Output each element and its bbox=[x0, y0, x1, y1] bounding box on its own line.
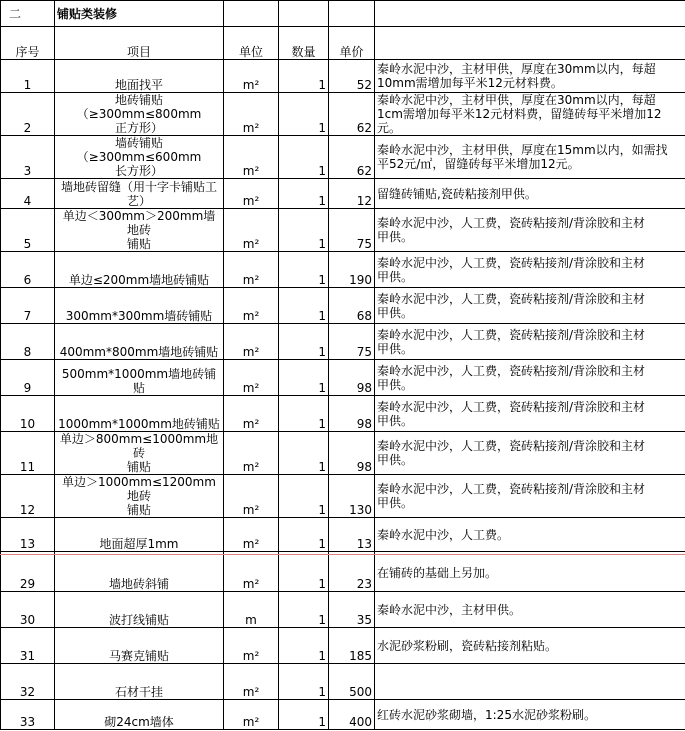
row-index[interactable]: 31 bbox=[1, 628, 55, 664]
row-unit-price[interactable]: 13 bbox=[329, 518, 375, 552]
row-unit[interactable]: m² bbox=[224, 396, 279, 432]
row-item-name[interactable]: 单边＞800mm≤1000mm地砖 铺贴 bbox=[55, 432, 224, 475]
row-unit-price[interactable]: 12 bbox=[329, 179, 375, 209]
row-item-name[interactable]: 地面超厚1mm bbox=[55, 518, 224, 552]
row-index[interactable]: 10 bbox=[1, 396, 55, 432]
row-quantity[interactable]: 1 bbox=[279, 288, 329, 324]
row-unit[interactable]: m² bbox=[224, 136, 279, 179]
row-unit[interactable]: m² bbox=[224, 518, 279, 552]
row-note[interactable]: 秦岭水泥中沙，主材甲供，厚度在30mm以内，每超 1cm需增加每平米12元材料费，留缝砖每平米增加12 元。 bbox=[375, 93, 685, 136]
row-unit-price[interactable]: 98 bbox=[329, 396, 375, 432]
row-index[interactable]: 33 bbox=[1, 700, 55, 730]
row-unit[interactable]: m² bbox=[224, 324, 279, 360]
row-unit-price[interactable]: 185 bbox=[329, 628, 375, 664]
row-quantity[interactable]: 1 bbox=[279, 396, 329, 432]
row-note[interactable]: 水泥砂浆粉刷，瓷砖粘接剂粘贴。 bbox=[375, 628, 685, 664]
row-unit-price[interactable]: 75 bbox=[329, 324, 375, 360]
row-unit-price[interactable]: 75 bbox=[329, 209, 375, 252]
row-unit-price[interactable]: 52 bbox=[329, 60, 375, 93]
row-item-name[interactable]: 石材干挂 bbox=[55, 664, 224, 700]
row-index[interactable]: 30 bbox=[1, 592, 55, 628]
row-index[interactable]: 3 bbox=[1, 136, 55, 179]
row-unit[interactable]: m² bbox=[224, 93, 279, 136]
row-quantity[interactable]: 1 bbox=[279, 628, 329, 664]
row-quantity[interactable]: 1 bbox=[279, 700, 329, 730]
table-row bbox=[1, 396, 685, 432]
row-unit-price[interactable]: 400 bbox=[329, 700, 375, 730]
section-row bbox=[1, 1, 685, 27]
row-note[interactable] bbox=[375, 664, 685, 700]
table-row bbox=[1, 179, 685, 209]
header-name[interactable]: 项目 bbox=[55, 27, 224, 60]
row-unit[interactable]: m² bbox=[224, 60, 279, 93]
row-index[interactable]: 6 bbox=[1, 252, 55, 288]
row-unit[interactable]: m² bbox=[224, 179, 279, 209]
row-quantity[interactable]: 1 bbox=[279, 324, 329, 360]
header-qty[interactable]: 数量 bbox=[279, 27, 329, 60]
row-note[interactable]: 秦岭水泥中沙，人工费，瓷砖粘接剂/背涂胶和主材 甲供。 bbox=[375, 360, 685, 396]
row-item-name[interactable]: 砌24cm墙体 bbox=[55, 700, 224, 730]
row-unit-price[interactable]: 62 bbox=[329, 93, 375, 136]
row-index[interactable]: 8 bbox=[1, 324, 55, 360]
row-quantity[interactable]: 1 bbox=[279, 209, 329, 252]
row-quantity[interactable]: 1 bbox=[279, 475, 329, 518]
row-note[interactable]: 秦岭水泥中沙，人工费。 bbox=[375, 518, 685, 552]
row-item-name[interactable]: 波打线铺贴 bbox=[55, 592, 224, 628]
row-note[interactable]: 秦岭水泥中沙，主材甲供，厚度在30mm以内，每超 10mm需增加每平米12元材料费。 bbox=[375, 60, 685, 93]
row-unit[interactable]: m² bbox=[224, 475, 279, 518]
row-quantity[interactable]: 1 bbox=[279, 179, 329, 209]
empty-cell[interactable] bbox=[224, 1, 279, 27]
row-index[interactable]: 32 bbox=[1, 664, 55, 700]
row-unit[interactable]: m² bbox=[224, 360, 279, 396]
row-quantity[interactable]: 1 bbox=[279, 518, 329, 552]
row-index[interactable]: 13 bbox=[1, 518, 55, 552]
row-item-name[interactable]: 400mm*800mm墙地砖铺贴 bbox=[55, 324, 224, 360]
row-quantity[interactable]: 1 bbox=[279, 664, 329, 700]
empty-cell[interactable] bbox=[279, 1, 329, 27]
row-unit[interactable]: m² bbox=[224, 664, 279, 700]
row-index[interactable]: 2 bbox=[1, 93, 55, 136]
row-note[interactable]: 秦岭水泥中沙，人工费，瓷砖粘接剂/背涂胶和主材 甲供。 bbox=[375, 324, 685, 360]
row-item-name[interactable]: 单边≤200mm墙地砖铺贴 bbox=[55, 252, 224, 288]
row-note[interactable]: 留缝砖铺贴,瓷砖粘接剂甲供。 bbox=[375, 179, 685, 209]
header-idx[interactable]: 序号 bbox=[1, 27, 55, 60]
row-unit-price[interactable]: 68 bbox=[329, 288, 375, 324]
row-unit[interactable]: m bbox=[224, 592, 279, 628]
row-unit[interactable]: m² bbox=[224, 432, 279, 475]
row-note[interactable]: 秦岭水泥中沙，人工费，瓷砖粘接剂/背涂胶和主材 甲供。 bbox=[375, 252, 685, 288]
row-index[interactable]: 9 bbox=[1, 360, 55, 396]
row-unit-price[interactable]: 62 bbox=[329, 136, 375, 179]
row-index[interactable]: 1 bbox=[1, 60, 55, 93]
row-unit[interactable]: m² bbox=[224, 252, 279, 288]
row-unit[interactable]: m² bbox=[224, 209, 279, 252]
row-index[interactable]: 11 bbox=[1, 432, 55, 475]
empty-cell[interactable] bbox=[329, 1, 375, 27]
row-quantity[interactable]: 1 bbox=[279, 252, 329, 288]
row-note[interactable]: 秦岭水泥中沙，主材甲供。 bbox=[375, 592, 685, 628]
row-note[interactable]: 红砖水泥砂浆砌墙，1:25水泥砂浆粉刷。 bbox=[375, 700, 685, 730]
row-unit-price[interactable]: 130 bbox=[329, 475, 375, 518]
header-unit[interactable]: 单位 bbox=[224, 27, 279, 60]
row-item-name[interactable]: 墙地砖斜铺 bbox=[55, 555, 224, 592]
row-unit[interactable]: m² bbox=[224, 700, 279, 730]
row-unit-price[interactable]: 35 bbox=[329, 592, 375, 628]
table-row bbox=[1, 209, 685, 252]
row-quantity[interactable]: 1 bbox=[279, 93, 329, 136]
row-item-name[interactable]: 单边＞1000mm≤1200mm地砖 铺贴 bbox=[55, 475, 224, 518]
row-item-name[interactable]: 墙地砖留缝（用十字卡铺贴工 艺） bbox=[55, 179, 224, 209]
row-item-name[interactable]: 地面找平 bbox=[55, 60, 224, 93]
table-row bbox=[1, 93, 685, 136]
row-note[interactable]: 秦岭水泥中沙，人工费，瓷砖粘接剂/背涂胶和主材 甲供。 bbox=[375, 209, 685, 252]
row-index[interactable]: 29 bbox=[1, 555, 55, 592]
row-quantity[interactable]: 1 bbox=[279, 360, 329, 396]
row-unit[interactable]: m² bbox=[224, 555, 279, 592]
row-note[interactable]: 秦岭水泥中沙，人工费，瓷砖粘接剂/背涂胶和主材 甲供。 bbox=[375, 432, 685, 475]
table-row bbox=[1, 628, 685, 664]
row-quantity[interactable]: 1 bbox=[279, 136, 329, 179]
row-note[interactable]: 在铺砖的基础上另加。 bbox=[375, 555, 685, 592]
row-item-name[interactable]: 马赛克铺贴 bbox=[55, 628, 224, 664]
row-index[interactable]: 4 bbox=[1, 179, 55, 209]
table-row bbox=[1, 555, 685, 592]
row-item-name[interactable]: 1000mm*1000mm地砖铺贴 bbox=[55, 396, 224, 432]
row-unit-price[interactable]: 500 bbox=[329, 664, 375, 700]
header-row bbox=[1, 27, 685, 60]
table-row bbox=[1, 60, 685, 93]
header-price[interactable]: 单价 bbox=[329, 27, 375, 60]
header-note[interactable] bbox=[375, 27, 685, 60]
row-index[interactable]: 12 bbox=[1, 475, 55, 518]
table-row bbox=[1, 288, 685, 324]
table-row bbox=[1, 432, 685, 475]
row-unit-price[interactable]: 190 bbox=[329, 252, 375, 288]
table-row bbox=[1, 700, 685, 730]
row-note[interactable]: 秦岭水泥中沙，人工费，瓷砖粘接剂/背涂胶和主材 甲供。 bbox=[375, 288, 685, 324]
row-quantity[interactable]: 1 bbox=[279, 555, 329, 592]
row-index[interactable]: 7 bbox=[1, 288, 55, 324]
row-note[interactable]: 秦岭水泥中沙，人工费，瓷砖粘接剂/背涂胶和主材 甲供。 bbox=[375, 475, 685, 518]
row-quantity[interactable]: 1 bbox=[279, 60, 329, 93]
section-title[interactable]: 铺贴类装修 bbox=[55, 1, 224, 27]
table-row bbox=[1, 136, 685, 179]
row-item-name[interactable]: 地砖铺贴（≥300mm≤800mm 正方形） bbox=[55, 93, 224, 136]
row-unit-price[interactable]: 23 bbox=[329, 555, 375, 592]
table-row bbox=[1, 518, 685, 552]
table-row bbox=[1, 252, 685, 288]
row-item-name[interactable]: 单边＜300mm＞200mm墙地砖 铺贴 bbox=[55, 209, 224, 252]
row-item-name[interactable]: 500mm*1000mm墙地砖铺贴 bbox=[55, 360, 224, 396]
row-unit-price[interactable]: 98 bbox=[329, 360, 375, 396]
table-row bbox=[1, 324, 685, 360]
row-index[interactable]: 5 bbox=[1, 209, 55, 252]
row-quantity[interactable]: 1 bbox=[279, 592, 329, 628]
table-row bbox=[1, 592, 685, 628]
table-row bbox=[1, 664, 685, 700]
empty-cell[interactable] bbox=[375, 1, 685, 27]
row-item-name[interactable]: 300mm*300mm墙砖铺贴 bbox=[55, 288, 224, 324]
row-quantity[interactable]: 1 bbox=[279, 432, 329, 475]
row-note[interactable]: 秦岭水泥中沙，主材甲供，厚度在15mm以内，如需找 平52元/㎡，留缝砖每平米增加12元。 bbox=[375, 136, 685, 179]
row-unit[interactable]: m² bbox=[224, 628, 279, 664]
table-row bbox=[1, 360, 685, 396]
row-item-name[interactable]: 墙砖铺贴（≥300mm≤600mm 长方形） bbox=[55, 136, 224, 179]
row-unit[interactable]: m² bbox=[224, 288, 279, 324]
row-unit-price[interactable]: 98 bbox=[329, 432, 375, 475]
table-row bbox=[1, 475, 685, 518]
section-number[interactable]: 二 bbox=[1, 1, 55, 27]
row-note[interactable]: 秦岭水泥中沙，人工费，瓷砖粘接剂/背涂胶和主材 甲供。 bbox=[375, 396, 685, 432]
